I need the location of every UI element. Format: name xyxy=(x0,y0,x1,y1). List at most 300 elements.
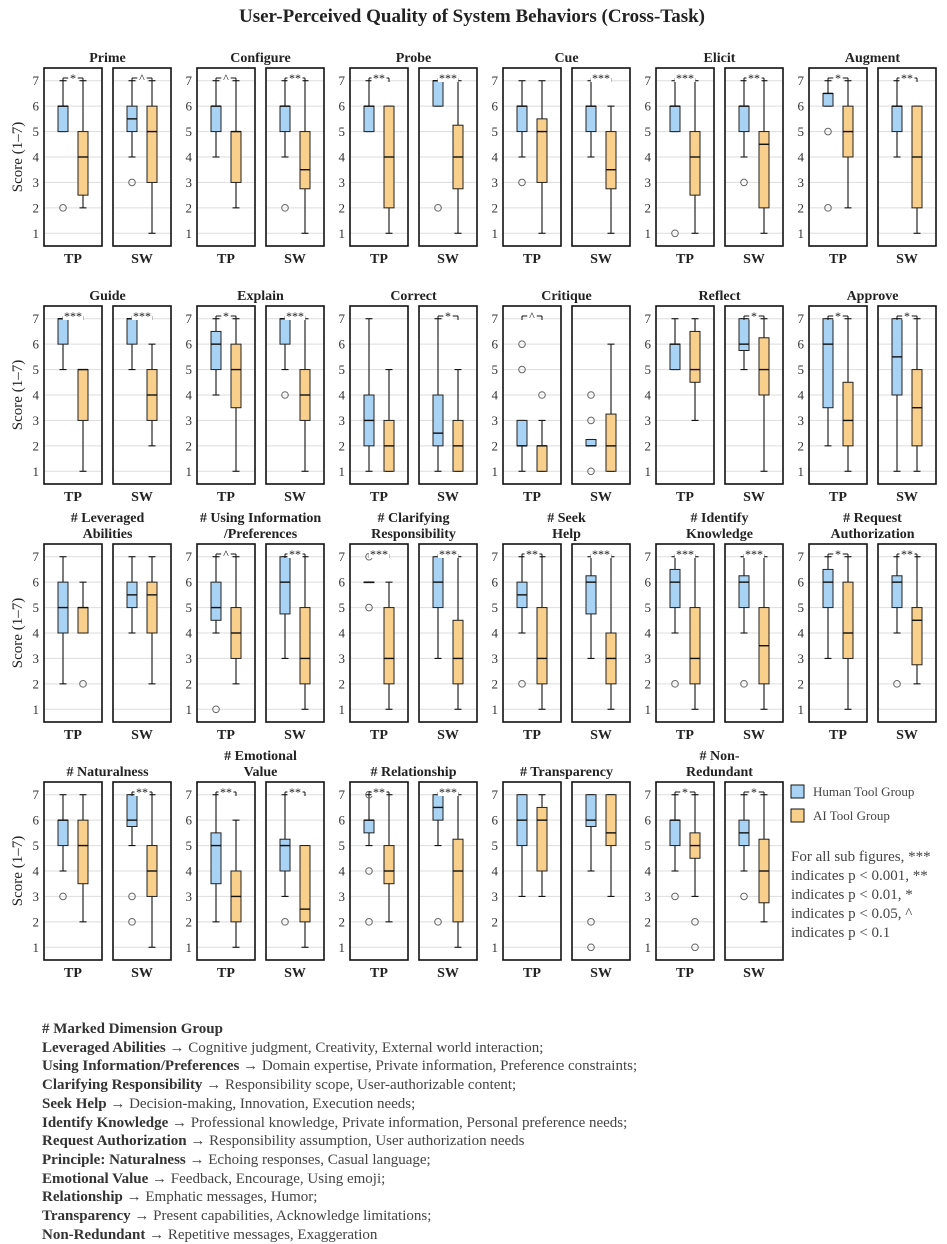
y-tick-label: 6 xyxy=(797,336,804,352)
panel xyxy=(798,289,937,505)
y-axis-label: Score (1–7) xyxy=(10,835,26,907)
human-box xyxy=(280,106,290,131)
panel-title: # Relationship xyxy=(370,765,457,780)
note-line: Non-Redundant → Repetitive messages, Exaggeration xyxy=(42,1226,378,1243)
y-tick-label: 5 xyxy=(338,124,345,140)
y-tick-label: 7 xyxy=(338,311,345,327)
ai-box xyxy=(912,608,922,665)
ai-box xyxy=(78,370,88,421)
y-tick-label: 6 xyxy=(185,336,192,352)
y-tick-label: 2 xyxy=(491,438,498,454)
panel xyxy=(798,511,937,743)
panel-title: Approve xyxy=(846,289,899,304)
y-tick-label: 5 xyxy=(644,362,651,378)
group-label: SW xyxy=(590,966,612,981)
ai-box xyxy=(606,414,616,471)
y-tick-label: 4 xyxy=(797,149,804,165)
y-tick-label: 7 xyxy=(338,787,345,803)
human-box xyxy=(364,106,374,131)
note-line: Leveraged Abilities → Cognitive judgment, Creativity, External world interaction; xyxy=(42,1039,544,1056)
y-tick-label: 3 xyxy=(185,174,192,190)
y-tick-label: 4 xyxy=(32,387,39,403)
y-tick-label: 3 xyxy=(32,650,39,666)
sig-label: ^ xyxy=(223,71,229,85)
y-tick-label: 5 xyxy=(491,600,498,616)
y-tick-label: 1 xyxy=(644,225,651,241)
sig-label: * xyxy=(835,547,841,561)
human-box xyxy=(823,319,833,408)
note-line: Identify Knowledge → Professional knowledge, Private information, Personal preference needs; xyxy=(42,1114,628,1131)
sig-label: *** xyxy=(676,71,694,85)
panel xyxy=(339,51,478,267)
y-tick-label: 7 xyxy=(644,787,651,803)
panel-title: # Transparency xyxy=(520,765,613,780)
y-tick-label: 2 xyxy=(338,676,345,692)
group-label: SW xyxy=(896,490,918,505)
human-box xyxy=(670,820,680,845)
panel xyxy=(645,51,784,267)
y-tick-label: 7 xyxy=(644,549,651,565)
y-tick-label: 6 xyxy=(185,574,192,590)
human-box xyxy=(586,795,596,827)
y-tick-label: 6 xyxy=(338,812,345,828)
y-tick-label: 4 xyxy=(32,625,39,641)
group-label: TP xyxy=(217,966,235,981)
sig-label: ** xyxy=(373,785,385,799)
y-tick-label: 3 xyxy=(644,174,651,190)
y-tick-label: 4 xyxy=(644,387,651,403)
group-label: TP xyxy=(523,490,541,505)
panel xyxy=(186,511,325,743)
y-tick-label: 2 xyxy=(185,914,192,930)
y-tick-label: 5 xyxy=(797,124,804,140)
panel xyxy=(339,765,478,981)
y-tick-label: 7 xyxy=(32,787,39,803)
y-tick-label: 1 xyxy=(338,939,345,955)
note-line: Transparency → Present capabilities, Acknowledge limitations; xyxy=(42,1208,432,1225)
y-tick-label: 7 xyxy=(797,311,804,327)
y-tick-label: 3 xyxy=(491,174,498,190)
ai-box xyxy=(690,608,700,684)
y-tick-label: 7 xyxy=(185,311,192,327)
y-tick-label: 5 xyxy=(797,600,804,616)
sig-label: ** xyxy=(373,71,385,85)
y-tick-label: 5 xyxy=(644,600,651,616)
y-tick-label: 2 xyxy=(185,200,192,216)
group-label: TP xyxy=(64,728,82,743)
y-tick-label: 1 xyxy=(491,701,498,717)
y-tick-label: 3 xyxy=(32,888,39,904)
y-tick-label: 6 xyxy=(32,812,39,828)
sig-label: ** xyxy=(901,71,913,85)
sig-label: ** xyxy=(526,547,538,561)
panel-title: # Request xyxy=(843,511,902,526)
y-tick-label: 5 xyxy=(32,838,39,854)
y-tick-label: 5 xyxy=(32,362,39,378)
y-tick-label: 1 xyxy=(491,463,498,479)
human-box xyxy=(586,440,596,446)
panel xyxy=(492,765,631,981)
ai-box xyxy=(537,608,547,684)
y-tick-label: 3 xyxy=(185,650,192,666)
y-tick-label: 6 xyxy=(491,812,498,828)
y-tick-label: 6 xyxy=(32,574,39,590)
y-tick-label: 4 xyxy=(185,149,192,165)
legend-label-ai: AI Tool Group xyxy=(813,808,890,823)
y-tick-label: 5 xyxy=(644,124,651,140)
group-label: SW xyxy=(284,966,306,981)
y-tick-label: 3 xyxy=(491,412,498,428)
group-label: TP xyxy=(829,728,847,743)
y-tick-label: 3 xyxy=(797,174,804,190)
group-label: TP xyxy=(829,490,847,505)
y-tick-label: 2 xyxy=(797,200,804,216)
y-tick-label: 6 xyxy=(644,98,651,114)
y-tick-label: 6 xyxy=(797,574,804,590)
human-box xyxy=(823,93,833,106)
y-axis-label: Score (1–7) xyxy=(10,359,26,431)
y-tick-label: 4 xyxy=(644,863,651,879)
y-tick-label: 1 xyxy=(185,225,192,241)
y-tick-label: 1 xyxy=(644,463,651,479)
y-tick-label: 6 xyxy=(338,98,345,114)
sig-label: *** xyxy=(592,71,610,85)
y-tick-label: 1 xyxy=(644,939,651,955)
group-label: TP xyxy=(64,490,82,505)
panel xyxy=(339,289,478,505)
ai-box xyxy=(690,331,700,382)
y-tick-label: 3 xyxy=(491,650,498,666)
ai-box xyxy=(384,608,394,684)
sig-label: ** xyxy=(289,547,301,561)
y-tick-label: 2 xyxy=(338,914,345,930)
y-tick-label: 1 xyxy=(797,225,804,241)
y-tick-label: 3 xyxy=(797,650,804,666)
group-label: SW xyxy=(437,728,459,743)
panel-title: # Clarifying xyxy=(377,511,450,526)
y-axis-label: Score (1–7) xyxy=(10,121,26,193)
y-tick-label: 2 xyxy=(32,914,39,930)
group-label: TP xyxy=(523,966,541,981)
panel xyxy=(10,511,171,743)
panel-title: # Seek xyxy=(547,511,586,526)
human-box xyxy=(280,839,290,871)
y-tick-label: 3 xyxy=(644,888,651,904)
panel-title: Cue xyxy=(554,51,579,66)
ai-box xyxy=(453,839,463,922)
y-tick-label: 1 xyxy=(32,701,39,717)
panel-title: Elicit xyxy=(703,51,736,66)
note-line: Principle: Naturalness → Echoing responses, Casual language; xyxy=(42,1151,431,1168)
y-tick-label: 6 xyxy=(32,98,39,114)
sig-label: ^ xyxy=(529,309,535,323)
y-tick-label: 7 xyxy=(797,73,804,89)
panel-title: Value xyxy=(243,765,278,780)
human-box xyxy=(823,569,833,607)
legend-swatch-human xyxy=(791,785,804,798)
y-tick-label: 7 xyxy=(338,549,345,565)
sig-label: *** xyxy=(370,547,388,561)
y-tick-label: 7 xyxy=(185,73,192,89)
y-tick-label: 5 xyxy=(491,838,498,854)
group-label: SW xyxy=(437,490,459,505)
y-tick-label: 4 xyxy=(338,387,345,403)
group-label: SW xyxy=(743,490,765,505)
y-tick-label: 6 xyxy=(185,98,192,114)
y-tick-label: 2 xyxy=(338,438,345,454)
note-line: Clarifying Responsibility → Responsibility scope, User-authorizable content; xyxy=(42,1077,517,1094)
y-tick-label: 3 xyxy=(338,888,345,904)
group-label: SW xyxy=(284,728,306,743)
y-tick-label: 3 xyxy=(644,650,651,666)
y-tick-label: 2 xyxy=(185,676,192,692)
group-label: TP xyxy=(370,728,388,743)
y-tick-label: 2 xyxy=(32,676,39,692)
panel-title: Explain xyxy=(237,289,284,304)
y-tick-label: 6 xyxy=(644,574,651,590)
sig-label: *** xyxy=(676,547,694,561)
sig-label: ^ xyxy=(223,547,229,561)
sig-label: * xyxy=(223,309,229,323)
sig-label: *** xyxy=(439,71,457,85)
group-label: TP xyxy=(217,728,235,743)
y-tick-label: 5 xyxy=(338,838,345,854)
panel xyxy=(492,511,631,743)
y-tick-label: 1 xyxy=(32,939,39,955)
group-label: SW xyxy=(131,728,153,743)
panel xyxy=(10,289,171,505)
sig-label: * xyxy=(445,309,451,323)
sig-label: ** xyxy=(289,785,301,799)
sig-label: ** xyxy=(136,785,148,799)
y-tick-label: 1 xyxy=(185,463,192,479)
legend-swatch-ai xyxy=(791,809,804,822)
y-tick-label: 2 xyxy=(644,676,651,692)
group-label: TP xyxy=(64,252,82,267)
sig-label: * xyxy=(70,71,76,85)
y-tick-label: 4 xyxy=(491,149,498,165)
y-tick-label: 1 xyxy=(185,939,192,955)
panel-title: Help xyxy=(552,527,581,542)
ai-box xyxy=(453,620,463,684)
y-tick-label: 5 xyxy=(491,124,498,140)
sig-label: * xyxy=(682,785,688,799)
y-tick-label: 7 xyxy=(185,549,192,565)
y-tick-label: 3 xyxy=(797,412,804,428)
ai-box xyxy=(78,608,88,633)
panel-title: Abilities xyxy=(82,527,133,542)
panel-title: Critique xyxy=(541,289,592,304)
ai-box xyxy=(537,807,547,871)
y-tick-label: 3 xyxy=(32,174,39,190)
human-box xyxy=(670,106,680,131)
y-tick-label: 2 xyxy=(32,438,39,454)
group-label: TP xyxy=(676,252,694,267)
y-tick-label: 6 xyxy=(32,336,39,352)
y-tick-label: 5 xyxy=(338,600,345,616)
ai-box xyxy=(690,132,700,196)
sig-label: ** xyxy=(289,71,301,85)
y-tick-label: 5 xyxy=(185,600,192,616)
y-tick-label: 5 xyxy=(185,362,192,378)
y-tick-label: 5 xyxy=(185,124,192,140)
sig-label: *** xyxy=(439,547,457,561)
y-tick-label: 6 xyxy=(491,336,498,352)
y-tick-label: 6 xyxy=(644,336,651,352)
y-tick-label: 7 xyxy=(491,73,498,89)
legend xyxy=(791,784,914,823)
y-tick-label: 1 xyxy=(797,463,804,479)
y-tick-label: 3 xyxy=(491,888,498,904)
y-tick-label: 3 xyxy=(338,412,345,428)
human-box xyxy=(517,106,527,131)
sig-label: * xyxy=(904,309,910,323)
panel xyxy=(645,511,784,743)
y-tick-label: 5 xyxy=(32,600,39,616)
note-line: Using Information/Preferences → Domain expertise, Private information, Preference constraints; xyxy=(42,1058,638,1075)
panel xyxy=(186,289,325,505)
group-label: TP xyxy=(64,966,82,981)
sig-label: *** xyxy=(439,785,457,799)
human-box xyxy=(517,420,527,445)
group-label: SW xyxy=(743,966,765,981)
panel-title: # Naturalness xyxy=(66,765,149,780)
y-tick-label: 6 xyxy=(185,812,192,828)
y-tick-label: 3 xyxy=(185,412,192,428)
ai-box xyxy=(231,344,241,408)
panel xyxy=(186,51,325,267)
sig-label: *** xyxy=(745,547,763,561)
y-axis-label: Score (1–7) xyxy=(10,597,26,669)
y-tick-label: 1 xyxy=(32,463,39,479)
y-tick-label: 2 xyxy=(491,200,498,216)
y-tick-label: 4 xyxy=(491,625,498,641)
ai-box xyxy=(606,132,616,189)
y-tick-label: 5 xyxy=(32,124,39,140)
y-tick-label: 7 xyxy=(491,787,498,803)
y-tick-label: 5 xyxy=(491,362,498,378)
group-label: SW xyxy=(437,966,459,981)
y-tick-label: 1 xyxy=(185,701,192,717)
y-tick-label: 2 xyxy=(338,200,345,216)
group-label: TP xyxy=(829,252,847,267)
panel-title: Probe xyxy=(395,51,432,66)
sig-label: * xyxy=(835,309,841,323)
y-tick-label: 3 xyxy=(338,174,345,190)
group-label: SW xyxy=(437,252,459,267)
y-tick-label: 7 xyxy=(491,311,498,327)
y-tick-label: 3 xyxy=(32,412,39,428)
human-box xyxy=(586,106,596,131)
y-tick-label: 3 xyxy=(185,888,192,904)
human-box xyxy=(892,106,902,131)
y-tick-label: 7 xyxy=(644,73,651,89)
y-tick-label: 4 xyxy=(338,863,345,879)
sig-label: ^ xyxy=(139,71,145,85)
significance-note: For all sub figures, *** indicates p < 0.001, ** indicates p < 0.01, * indicates p < 0.05, ^ indicates p < 0.1 xyxy=(791,849,931,941)
human-box xyxy=(364,820,374,833)
group-label: SW xyxy=(131,490,153,505)
y-tick-label: 1 xyxy=(644,701,651,717)
y-tick-label: 1 xyxy=(338,225,345,241)
group-label: SW xyxy=(590,728,612,743)
sig-label: *** xyxy=(592,547,610,561)
panel xyxy=(798,51,937,267)
group-label: SW xyxy=(590,252,612,267)
notes-heading: # Marked Dimension Group xyxy=(42,1021,223,1037)
y-tick-label: 1 xyxy=(32,225,39,241)
y-tick-label: 6 xyxy=(491,98,498,114)
panel-title: # Leveraged xyxy=(70,511,145,526)
sig-label: ** xyxy=(220,785,232,799)
panel-title: /Preferences xyxy=(223,527,298,542)
group-label: TP xyxy=(676,966,694,981)
y-tick-label: 4 xyxy=(491,863,498,879)
sig-label: *** xyxy=(286,309,304,323)
y-tick-label: 2 xyxy=(644,438,651,454)
y-tick-label: 5 xyxy=(644,838,651,854)
ai-box xyxy=(759,132,769,208)
y-tick-label: 1 xyxy=(491,939,498,955)
y-tick-label: 7 xyxy=(491,549,498,565)
human-box xyxy=(892,576,902,608)
panel-title: Guide xyxy=(89,289,126,304)
group-label: TP xyxy=(370,252,388,267)
group-label: SW xyxy=(896,252,918,267)
y-tick-label: 6 xyxy=(491,574,498,590)
y-tick-label: 4 xyxy=(338,625,345,641)
panel-title: Configure xyxy=(230,51,291,66)
y-tick-label: 2 xyxy=(797,676,804,692)
ai-box xyxy=(78,132,88,196)
y-tick-label: 4 xyxy=(185,387,192,403)
group-label: SW xyxy=(590,490,612,505)
group-label: TP xyxy=(523,252,541,267)
panel xyxy=(186,749,325,981)
y-tick-label: 4 xyxy=(338,149,345,165)
panel-title: Knowledge xyxy=(686,527,753,542)
ai-box xyxy=(231,132,241,183)
panel-grid xyxy=(10,51,936,981)
y-tick-label: 4 xyxy=(644,149,651,165)
y-tick-label: 4 xyxy=(32,863,39,879)
panel-title: # Non- xyxy=(699,749,740,764)
y-tick-label: 7 xyxy=(338,73,345,89)
human-box xyxy=(211,106,221,131)
human-box xyxy=(739,319,749,351)
group-label: SW xyxy=(896,728,918,743)
human-box xyxy=(739,576,749,608)
human-box xyxy=(211,331,221,369)
note-line: Seek Help → Decision-making, Innovation, Execution needs; xyxy=(42,1095,416,1112)
y-tick-label: 5 xyxy=(797,362,804,378)
ai-box xyxy=(147,106,157,182)
group-label: SW xyxy=(131,966,153,981)
y-tick-label: 4 xyxy=(797,625,804,641)
human-box xyxy=(58,820,68,845)
y-tick-label: 3 xyxy=(644,412,651,428)
panel xyxy=(10,51,171,267)
panel xyxy=(492,289,631,505)
ai-box xyxy=(537,446,547,471)
y-tick-label: 2 xyxy=(644,200,651,216)
panel-title: # Using Information xyxy=(199,511,322,526)
panel-title: Correct xyxy=(390,289,437,304)
panel-title: Redundant xyxy=(686,765,753,780)
group-label: TP xyxy=(676,728,694,743)
ai-box xyxy=(300,608,310,684)
human-box xyxy=(211,833,221,884)
